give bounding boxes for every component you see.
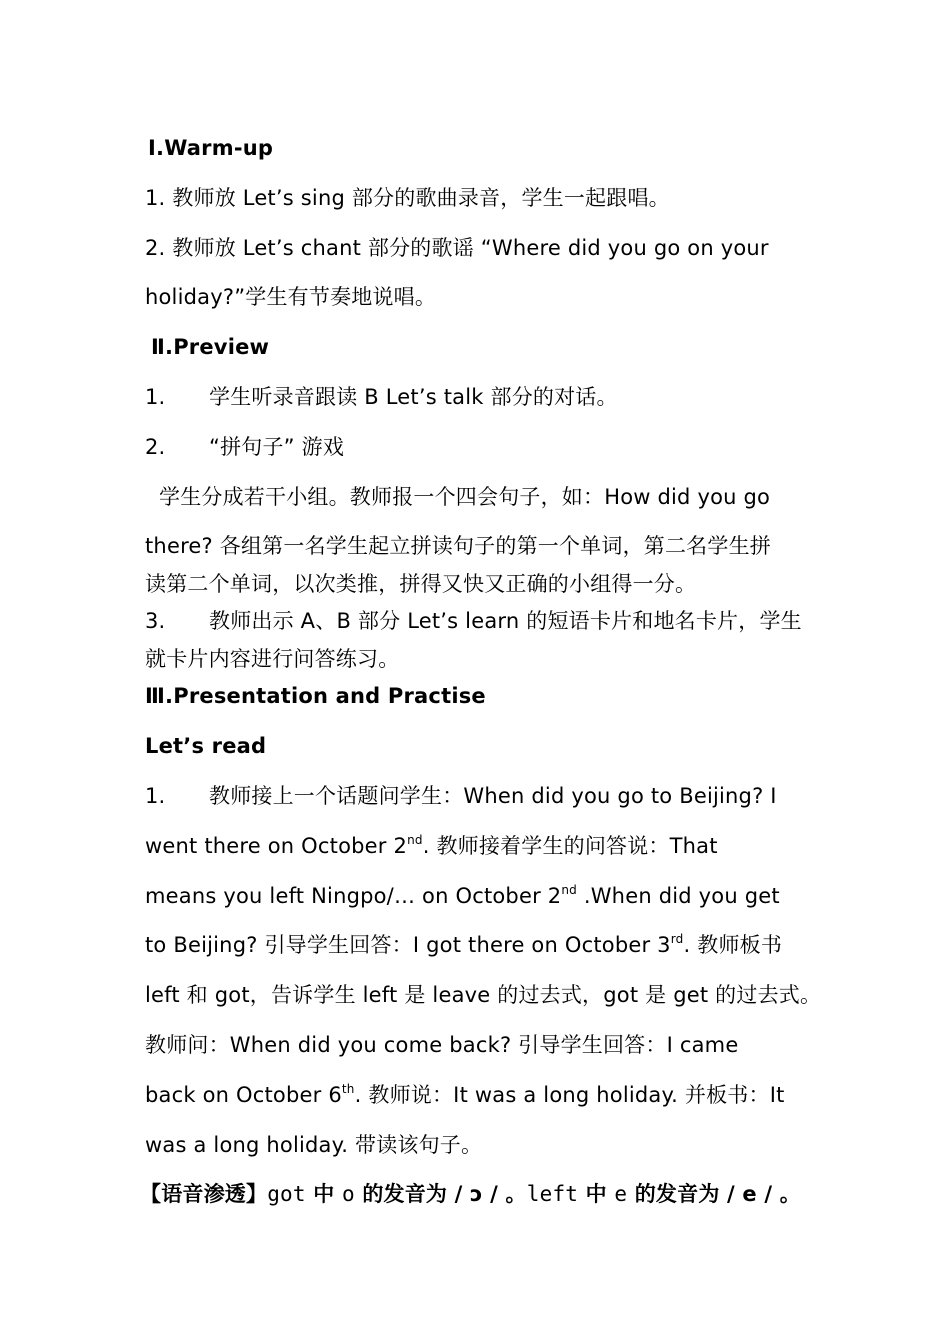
phonics-text: 的发音为 / ɔ / 。 <box>354 1182 527 1206</box>
line-3-part-a: means you left Ningpo/… on October 2 <box>145 884 562 908</box>
lets-read-subheading: Let’s read <box>145 734 267 758</box>
phonics-label: 【语音渗透】 <box>140 1182 268 1206</box>
phonics-word-got: got <box>267 1182 306 1206</box>
line-7-part-a: back on October 6 <box>145 1083 342 1107</box>
presentation-line-8: was a long holiday. 带读该句子。 <box>145 1133 483 1157</box>
ordinal-suffix: rd <box>670 932 684 946</box>
phonics-letter-o: o <box>341 1182 355 1206</box>
preview-item-2-number: 2. <box>145 435 166 459</box>
preview-item-3-line-2: 就卡片内容进行问答练习。 <box>145 647 400 671</box>
presentation-item-1-number: 1. <box>145 784 166 808</box>
preview-item-3-number: 3. <box>145 609 166 633</box>
preview-item-1 <box>145 385 618 410</box>
preview-item-3 <box>145 609 802 634</box>
game-description-line-3: 读第二个单词，以次类推，拼得又快又正确的小组得一分。 <box>145 572 697 596</box>
warmup-step-2-line-1: 2. 教师放 Let’s chant 部分的歌谣 “Where did you go on your <box>145 236 769 260</box>
preview-item-2-text: “拼句子” 游戏 <box>209 435 345 459</box>
line-2-part-a: went there on October 2 <box>145 834 408 858</box>
preview-item-2 <box>145 435 344 460</box>
ordinal-suffix: nd <box>407 833 423 847</box>
presentation-line-1-text: 教师接上一个话题问学生：When did you go to Beijing? I <box>209 784 777 808</box>
ordinal-suffix: th <box>341 1082 355 1096</box>
line-7-part-b: . 教师说：It was a long holiday. 并板书：It <box>354 1083 785 1107</box>
phonics-text: 中 <box>578 1182 615 1206</box>
preview-heading: Ⅱ.Preview <box>151 335 270 359</box>
line-2-part-b: . 教师接着学生的问答说：That <box>422 834 718 858</box>
presentation-line-3 <box>145 884 780 909</box>
presentation-line-7 <box>145 1083 785 1108</box>
phonics-text: 中 <box>305 1182 342 1206</box>
preview-item-3-text: 教师出示 A、B 部分 Let’s learn 的短语卡片和地名卡片，学生 <box>209 609 802 633</box>
phonics-letter-e: e <box>614 1182 628 1206</box>
warmup-step-2-line-2: holiday?”学生有节奏地说唱。 <box>145 285 437 309</box>
line-3-part-b: .When did you get <box>576 884 780 908</box>
preview-item-1-number: 1. <box>145 385 166 409</box>
presentation-line-6: 教师问：When did you come back? 引导学生回答：I came <box>145 1033 739 1057</box>
phonics-note <box>140 1182 801 1207</box>
preview-item-1-text: 学生听录音跟读 B Let’s talk 部分的对话。 <box>209 385 618 409</box>
ordinal-suffix: nd <box>561 883 577 897</box>
phonics-text: 的发音为 / e / 。 <box>627 1182 801 1206</box>
presentation-heading: Ⅲ.Presentation and Practise <box>145 684 486 708</box>
presentation-line-5: left 和 got，告诉学生 left 是 leave 的过去式，got 是 get 的过去式。 <box>145 983 822 1007</box>
presentation-line-4 <box>145 933 782 958</box>
game-description-line-1: 学生分成若干小组。教师报一个四会句子，如：How did you go <box>159 485 771 509</box>
game-description-line-2: there? 各组第一名学生起立拼读句子的第一个单词，第二名学生拼 <box>145 534 771 558</box>
warmup-step-1: 1. 教师放 Let’s sing 部分的歌曲录音，学生一起跟唱。 <box>145 186 670 210</box>
warmup-heading: Ⅰ.Warm-up <box>148 136 274 160</box>
presentation-line-2 <box>145 834 718 859</box>
line-4-part-a: to Beijing? 引导学生回答：I got there on October 3 <box>145 933 671 957</box>
presentation-line-1 <box>145 784 777 809</box>
line-4-part-b: . 教师板书 <box>683 933 783 957</box>
phonics-word-left: left <box>526 1182 579 1206</box>
